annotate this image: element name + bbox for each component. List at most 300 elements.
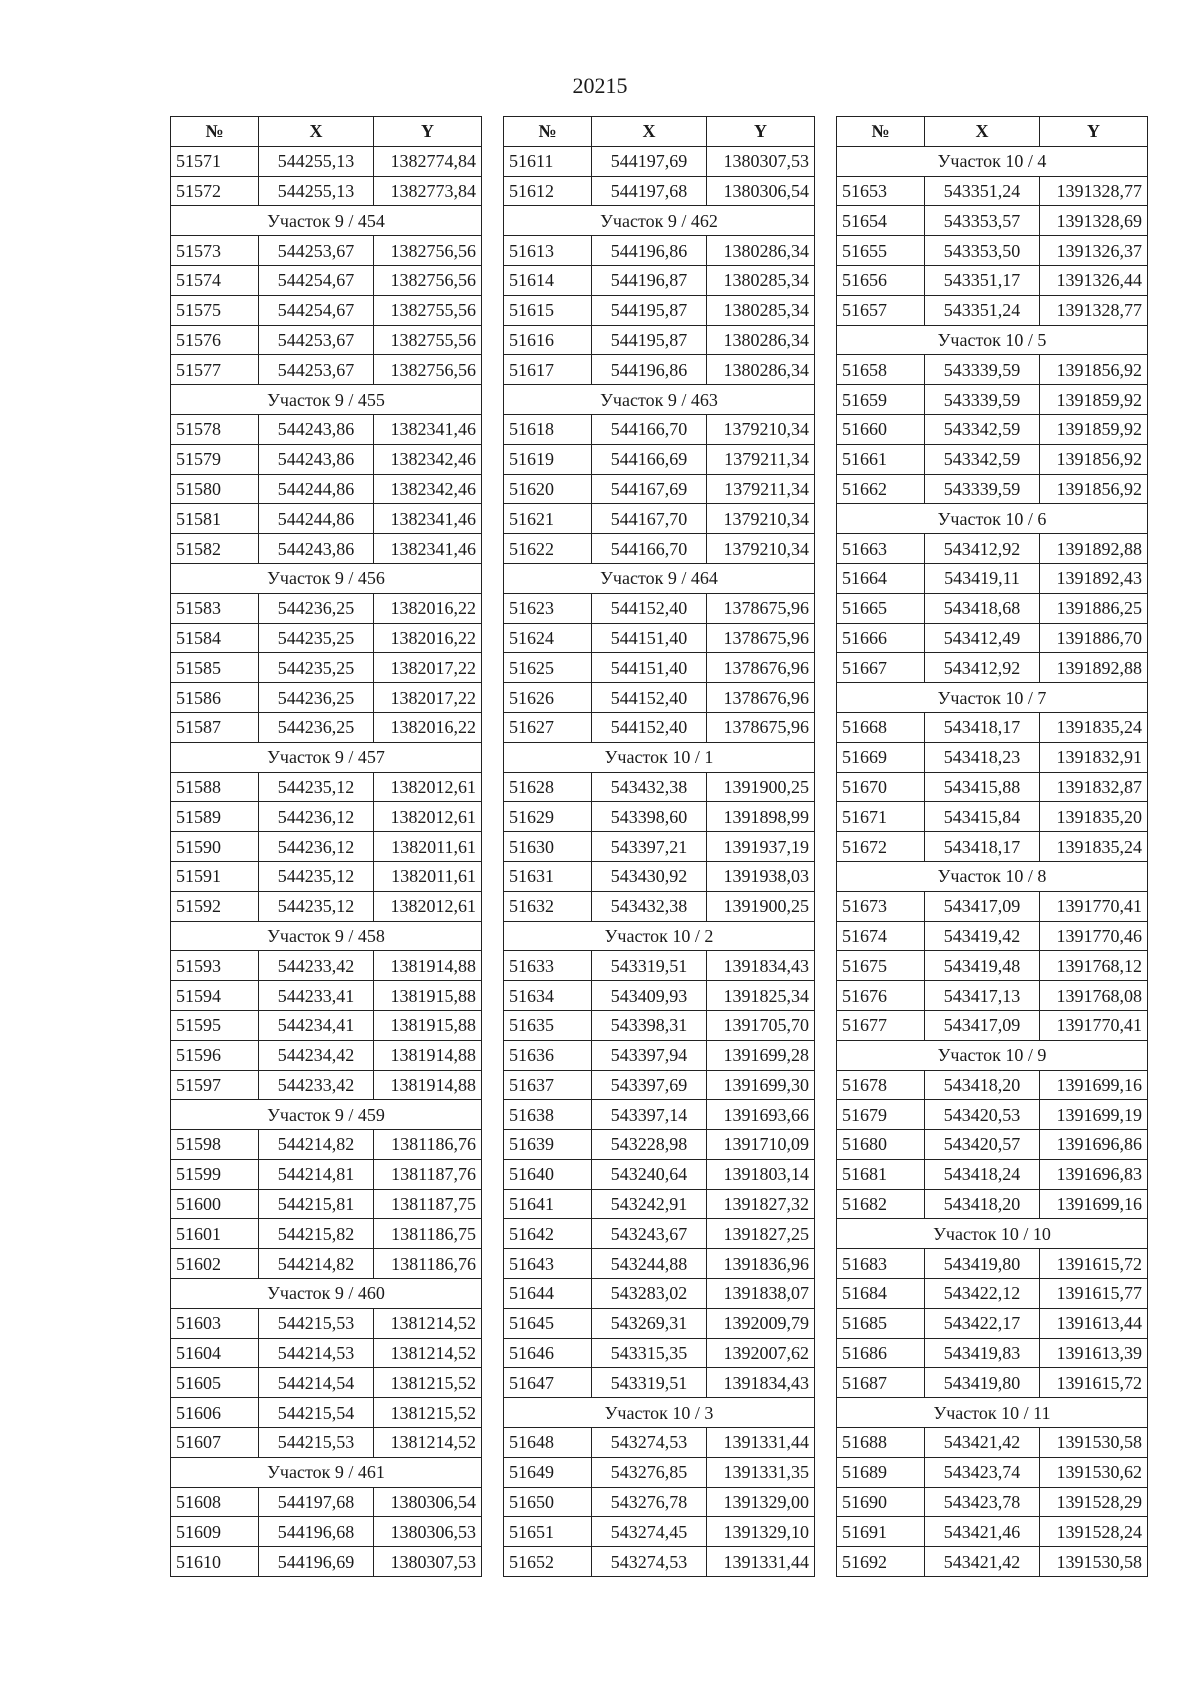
table-row: [504, 653, 815, 683]
point-number-cell: 51640: [504, 1159, 592, 1189]
point-number-cell: 51598: [171, 1130, 259, 1160]
y-coordinate-cell: 1391937,19: [707, 832, 815, 862]
x-coordinate-cell: 543351,24: [925, 176, 1040, 206]
point-number-cell: 51604: [171, 1338, 259, 1368]
table-row: [504, 1428, 815, 1458]
x-coordinate-cell: 543342,59: [925, 414, 1040, 444]
table-row: [504, 1308, 815, 1338]
section-title: Участок 10 / 11: [837, 1398, 1148, 1428]
y-coordinate-cell: 1380286,34: [707, 236, 815, 266]
x-coordinate-cell: 543418,24: [925, 1159, 1040, 1189]
table-row: [171, 355, 482, 385]
point-number-cell: 51618: [504, 414, 592, 444]
y-coordinate-cell: 1380285,34: [707, 295, 815, 325]
point-number-cell: 51644: [504, 1279, 592, 1309]
x-coordinate-cell: 544244,86: [259, 474, 374, 504]
x-coordinate-cell: 544151,40: [592, 623, 707, 653]
y-coordinate-cell: 1391329,10: [707, 1517, 815, 1547]
point-number-cell: 51608: [171, 1487, 259, 1517]
y-coordinate-cell: 1381914,88: [374, 1040, 482, 1070]
point-number-cell: 51607: [171, 1428, 259, 1458]
y-coordinate-cell: 1391328,69: [1040, 206, 1148, 236]
table-row: [171, 1338, 482, 1368]
x-coordinate-cell: 544215,53: [259, 1428, 374, 1458]
table-row: [837, 1070, 1148, 1100]
point-number-cell: 51649: [504, 1457, 592, 1487]
x-coordinate-cell: 544166,70: [592, 534, 707, 564]
point-number-cell: 51636: [504, 1040, 592, 1070]
point-number-cell: 51595: [171, 1010, 259, 1040]
table-row: [171, 1547, 482, 1577]
table-row: [171, 295, 482, 325]
point-number-cell: 51645: [504, 1308, 592, 1338]
point-number-cell: 51669: [837, 742, 925, 772]
point-number-cell: 51624: [504, 623, 592, 653]
point-number-cell: 51613: [504, 236, 592, 266]
y-coordinate-cell: 1382017,22: [374, 683, 482, 713]
y-coordinate-cell: 1391770,46: [1040, 921, 1148, 951]
y-coordinate-cell: 1391696,86: [1040, 1130, 1148, 1160]
table-row: [171, 1070, 482, 1100]
point-number-cell: 51600: [171, 1189, 259, 1219]
section-row: [504, 385, 815, 415]
table-row: [171, 444, 482, 474]
y-coordinate-cell: 1381215,52: [374, 1398, 482, 1428]
y-coordinate-cell: 1382773,84: [374, 176, 482, 206]
y-coordinate-cell: 1391827,25: [707, 1219, 815, 1249]
section-title: Участок 10 / 2: [504, 921, 815, 951]
table-row: [837, 623, 1148, 653]
y-coordinate-cell: 1391835,20: [1040, 802, 1148, 832]
table-row: [171, 504, 482, 534]
x-coordinate-cell: 543412,92: [925, 534, 1040, 564]
y-coordinate-cell: 1379210,34: [707, 414, 815, 444]
table-row: [504, 146, 815, 176]
table-row: [837, 1487, 1148, 1517]
y-coordinate-cell: 1391892,88: [1040, 534, 1148, 564]
column-header-y: Y: [1040, 117, 1148, 147]
point-number-cell: 51663: [837, 534, 925, 564]
x-coordinate-cell: 543418,17: [925, 832, 1040, 862]
table-row: [837, 712, 1148, 742]
y-coordinate-cell: 1391825,34: [707, 981, 815, 1011]
point-number-cell: 51625: [504, 653, 592, 683]
y-coordinate-cell: 1391835,24: [1040, 832, 1148, 862]
table-row: [837, 1457, 1148, 1487]
point-number-cell: 51688: [837, 1428, 925, 1458]
x-coordinate-cell: 544236,25: [259, 683, 374, 713]
y-coordinate-cell: 1382756,56: [374, 355, 482, 385]
section-row: [504, 563, 815, 593]
table-row: [837, 802, 1148, 832]
table-row: [171, 772, 482, 802]
table-row: [504, 1249, 815, 1279]
table-row: [171, 1308, 482, 1338]
coordinate-table-left: [170, 116, 482, 1577]
x-coordinate-cell: 543419,80: [925, 1249, 1040, 1279]
x-coordinate-cell: 544243,86: [259, 534, 374, 564]
x-coordinate-cell: 543421,42: [925, 1428, 1040, 1458]
y-coordinate-cell: 1381186,75: [374, 1219, 482, 1249]
x-coordinate-cell: 543419,11: [925, 563, 1040, 593]
x-coordinate-cell: 543276,78: [592, 1487, 707, 1517]
point-number-cell: 51583: [171, 593, 259, 623]
y-coordinate-cell: 1382342,46: [374, 444, 482, 474]
point-number-cell: 51677: [837, 1010, 925, 1040]
y-coordinate-cell: 1391331,44: [707, 1547, 815, 1577]
section-row: [171, 921, 482, 951]
x-coordinate-cell: 543419,48: [925, 951, 1040, 981]
point-number-cell: 51656: [837, 265, 925, 295]
table-row: [837, 385, 1148, 415]
x-coordinate-cell: 543409,93: [592, 981, 707, 1011]
x-coordinate-cell: 544214,54: [259, 1368, 374, 1398]
table-row: [837, 1100, 1148, 1130]
point-number-cell: 51660: [837, 414, 925, 444]
x-coordinate-cell: 544235,25: [259, 623, 374, 653]
x-coordinate-cell: 544166,70: [592, 414, 707, 444]
section-title: Участок 9 / 458: [171, 921, 482, 951]
point-number-cell: 51672: [837, 832, 925, 862]
point-number-cell: 51601: [171, 1219, 259, 1249]
point-number-cell: 51668: [837, 712, 925, 742]
y-coordinate-cell: 1381214,52: [374, 1338, 482, 1368]
x-coordinate-cell: 544196,87: [592, 265, 707, 295]
x-coordinate-cell: 543417,09: [925, 1010, 1040, 1040]
section-row: [171, 1279, 482, 1309]
point-number-cell: 51617: [504, 355, 592, 385]
x-coordinate-cell: 544196,86: [592, 236, 707, 266]
table-row: [504, 593, 815, 623]
table-row: [504, 891, 815, 921]
table-row: [171, 146, 482, 176]
y-coordinate-cell: 1382341,46: [374, 504, 482, 534]
point-number-cell: 51635: [504, 1010, 592, 1040]
y-coordinate-cell: 1391613,44: [1040, 1308, 1148, 1338]
table-row: [171, 534, 482, 564]
point-number-cell: 51591: [171, 861, 259, 891]
table-row: [171, 236, 482, 266]
section-title: Участок 10 / 5: [837, 325, 1148, 355]
point-number-cell: 51681: [837, 1159, 925, 1189]
table-row: [504, 534, 815, 564]
x-coordinate-cell: 544196,68: [259, 1517, 374, 1547]
x-coordinate-cell: 543243,67: [592, 1219, 707, 1249]
y-coordinate-cell: 1378676,96: [707, 653, 815, 683]
point-number-cell: 51622: [504, 534, 592, 564]
table-row: [837, 1338, 1148, 1368]
y-coordinate-cell: 1391856,92: [1040, 474, 1148, 504]
x-coordinate-cell: 544235,25: [259, 653, 374, 683]
x-coordinate-cell: 544215,53: [259, 1308, 374, 1338]
table-row: [837, 891, 1148, 921]
table-row: [171, 832, 482, 862]
y-coordinate-cell: 1378675,96: [707, 593, 815, 623]
table-row: [171, 683, 482, 713]
x-coordinate-cell: 544196,86: [592, 355, 707, 385]
point-number-cell: 51627: [504, 712, 592, 742]
table-row: [504, 414, 815, 444]
table-row: [837, 414, 1148, 444]
x-coordinate-cell: 544152,40: [592, 683, 707, 713]
table-row: [837, 1010, 1148, 1040]
section-title: Участок 9 / 463: [504, 385, 815, 415]
x-coordinate-cell: 544235,12: [259, 861, 374, 891]
section-row: [837, 146, 1148, 176]
y-coordinate-cell: 1381215,52: [374, 1368, 482, 1398]
x-coordinate-cell: 543351,24: [925, 295, 1040, 325]
table-body: [504, 146, 815, 1576]
column-header-x: X: [925, 117, 1040, 147]
section-row: [171, 742, 482, 772]
table-row: [504, 832, 815, 862]
table-row: [171, 1428, 482, 1458]
point-number-cell: 51626: [504, 683, 592, 713]
table-row: [171, 1368, 482, 1398]
y-coordinate-cell: 1391770,41: [1040, 891, 1148, 921]
x-coordinate-cell: 544197,68: [259, 1487, 374, 1517]
table-row: [837, 236, 1148, 266]
point-number-cell: 51606: [171, 1398, 259, 1428]
y-coordinate-cell: 1382012,61: [374, 891, 482, 921]
y-coordinate-cell: 1391696,83: [1040, 1159, 1148, 1189]
point-number-cell: 51623: [504, 593, 592, 623]
table-row: [504, 1338, 815, 1368]
point-number-cell: 51573: [171, 236, 259, 266]
point-number-cell: 51582: [171, 534, 259, 564]
point-number-cell: 51599: [171, 1159, 259, 1189]
table-header-row: [504, 117, 815, 147]
y-coordinate-cell: 1381187,76: [374, 1159, 482, 1189]
x-coordinate-cell: 543397,94: [592, 1040, 707, 1070]
point-number-cell: 51650: [504, 1487, 592, 1517]
y-coordinate-cell: 1391892,88: [1040, 653, 1148, 683]
y-coordinate-cell: 1378675,96: [707, 712, 815, 742]
table-row: [171, 891, 482, 921]
table-row: [171, 861, 482, 891]
y-coordinate-cell: 1391886,70: [1040, 623, 1148, 653]
section-row: [837, 1398, 1148, 1428]
table-row: [171, 176, 482, 206]
x-coordinate-cell: 543353,50: [925, 236, 1040, 266]
y-coordinate-cell: 1391530,62: [1040, 1457, 1148, 1487]
point-number-cell: 51574: [171, 265, 259, 295]
y-coordinate-cell: 1391770,41: [1040, 1010, 1148, 1040]
y-coordinate-cell: 1391900,25: [707, 772, 815, 802]
table-row: [837, 534, 1148, 564]
y-coordinate-cell: 1391856,92: [1040, 444, 1148, 474]
y-coordinate-cell: 1391892,43: [1040, 563, 1148, 593]
point-number-cell: 51639: [504, 1130, 592, 1160]
x-coordinate-cell: 544152,40: [592, 593, 707, 623]
x-coordinate-cell: 543339,59: [925, 474, 1040, 504]
x-coordinate-cell: 543423,78: [925, 1487, 1040, 1517]
table-row: [504, 295, 815, 325]
table-row: [504, 444, 815, 474]
x-coordinate-cell: 544215,81: [259, 1189, 374, 1219]
table-row: [504, 1279, 815, 1309]
x-coordinate-cell: 544214,82: [259, 1249, 374, 1279]
y-coordinate-cell: 1391699,19: [1040, 1100, 1148, 1130]
y-coordinate-cell: 1391613,39: [1040, 1338, 1148, 1368]
x-coordinate-cell: 543398,60: [592, 802, 707, 832]
table-row: [171, 951, 482, 981]
table-row: [837, 1249, 1148, 1279]
y-coordinate-cell: 1391699,30: [707, 1070, 815, 1100]
x-coordinate-cell: 544253,67: [259, 236, 374, 266]
point-number-cell: 51632: [504, 891, 592, 921]
table-row: [504, 236, 815, 266]
x-coordinate-cell: 543412,49: [925, 623, 1040, 653]
section-title: Участок 9 / 464: [504, 563, 815, 593]
table-row: [837, 1308, 1148, 1338]
point-number-cell: 51594: [171, 981, 259, 1011]
y-coordinate-cell: 1382756,56: [374, 265, 482, 295]
x-coordinate-cell: 543397,69: [592, 1070, 707, 1100]
page-number: 20215: [572, 73, 628, 98]
point-number-cell: 51590: [171, 832, 259, 862]
y-coordinate-cell: 1391615,77: [1040, 1279, 1148, 1309]
x-coordinate-cell: 543228,98: [592, 1130, 707, 1160]
x-coordinate-cell: 543420,53: [925, 1100, 1040, 1130]
x-coordinate-cell: 544215,54: [259, 1398, 374, 1428]
y-coordinate-cell: 1391705,70: [707, 1010, 815, 1040]
table-row: [837, 206, 1148, 236]
table-row: [504, 1457, 815, 1487]
x-coordinate-cell: 543419,80: [925, 1368, 1040, 1398]
table-row: [837, 1547, 1148, 1577]
y-coordinate-cell: 1382341,46: [374, 414, 482, 444]
point-number-cell: 51602: [171, 1249, 259, 1279]
point-number-cell: 51684: [837, 1279, 925, 1309]
coordinate-table-middle: [503, 116, 815, 1577]
table-header-row: [837, 117, 1148, 147]
x-coordinate-cell: 543319,51: [592, 951, 707, 981]
x-coordinate-cell: 544233,41: [259, 981, 374, 1011]
table-row: [171, 1040, 482, 1070]
section-title: Участок 9 / 460: [171, 1279, 482, 1309]
y-coordinate-cell: 1391898,99: [707, 802, 815, 832]
table-row: [171, 653, 482, 683]
table-row: [837, 1130, 1148, 1160]
point-number-cell: 51673: [837, 891, 925, 921]
point-number-cell: 51597: [171, 1070, 259, 1100]
point-number-cell: 51621: [504, 504, 592, 534]
y-coordinate-cell: 1382012,61: [374, 802, 482, 832]
section-title: Участок 9 / 454: [171, 206, 482, 236]
table-row: [504, 1040, 815, 1070]
section-title: Участок 9 / 462: [504, 206, 815, 236]
point-number-cell: 51588: [171, 772, 259, 802]
point-number-cell: 51605: [171, 1368, 259, 1398]
table-row: [837, 176, 1148, 206]
x-coordinate-cell: 543432,38: [592, 772, 707, 802]
y-coordinate-cell: 1382755,56: [374, 295, 482, 325]
x-coordinate-cell: 543422,12: [925, 1279, 1040, 1309]
x-coordinate-cell: 544255,13: [259, 146, 374, 176]
table-row: [837, 295, 1148, 325]
y-coordinate-cell: 1382342,46: [374, 474, 482, 504]
table-row: [504, 504, 815, 534]
table-row: [504, 772, 815, 802]
x-coordinate-cell: 543417,09: [925, 891, 1040, 921]
section-title: Участок 9 / 457: [171, 742, 482, 772]
x-coordinate-cell: 544233,42: [259, 1070, 374, 1100]
column-header-x: X: [259, 117, 374, 147]
x-coordinate-cell: 543432,38: [592, 891, 707, 921]
table-row: [171, 712, 482, 742]
y-coordinate-cell: 1391329,00: [707, 1487, 815, 1517]
point-number-cell: 51576: [171, 325, 259, 355]
point-number-cell: 51641: [504, 1189, 592, 1219]
section-row: [171, 385, 482, 415]
x-coordinate-cell: 544197,68: [592, 176, 707, 206]
point-number-cell: 51647: [504, 1368, 592, 1398]
y-coordinate-cell: 1380306,53: [374, 1517, 482, 1547]
y-coordinate-cell: 1391528,24: [1040, 1517, 1148, 1547]
y-coordinate-cell: 1391834,43: [707, 951, 815, 981]
point-number-cell: 51646: [504, 1338, 592, 1368]
section-row: [504, 742, 815, 772]
y-coordinate-cell: 1391615,72: [1040, 1368, 1148, 1398]
point-number-cell: 51652: [504, 1547, 592, 1577]
section-row: [171, 206, 482, 236]
table-row: [837, 563, 1148, 593]
table-row: [837, 1279, 1148, 1309]
point-number-cell: 51615: [504, 295, 592, 325]
section-row: [837, 1219, 1148, 1249]
column-header-y: Y: [374, 117, 482, 147]
point-number-cell: 51609: [171, 1517, 259, 1547]
section-title: Участок 10 / 6: [837, 504, 1148, 534]
table-row: [171, 265, 482, 295]
y-coordinate-cell: 1391768,08: [1040, 981, 1148, 1011]
point-number-cell: 51687: [837, 1368, 925, 1398]
table-row: [837, 742, 1148, 772]
x-coordinate-cell: 544243,86: [259, 444, 374, 474]
y-coordinate-cell: 1382012,61: [374, 772, 482, 802]
y-coordinate-cell: 1378675,96: [707, 623, 815, 653]
table-row: [504, 1010, 815, 1040]
y-coordinate-cell: 1380307,53: [707, 146, 815, 176]
x-coordinate-cell: 543242,91: [592, 1189, 707, 1219]
point-number-cell: 51678: [837, 1070, 925, 1100]
table-row: [504, 474, 815, 504]
x-coordinate-cell: 544234,42: [259, 1040, 374, 1070]
point-number-cell: 51610: [171, 1547, 259, 1577]
y-coordinate-cell: 1380285,34: [707, 265, 815, 295]
point-number-cell: 51612: [504, 176, 592, 206]
table-row: [171, 1249, 482, 1279]
section-title: Участок 10 / 10: [837, 1219, 1148, 1249]
point-number-cell: 51653: [837, 176, 925, 206]
x-coordinate-cell: 544235,12: [259, 891, 374, 921]
x-coordinate-cell: 544215,82: [259, 1219, 374, 1249]
x-coordinate-cell: 543274,45: [592, 1517, 707, 1547]
x-coordinate-cell: 544255,13: [259, 176, 374, 206]
section-title: Участок 9 / 455: [171, 385, 482, 415]
section-row: [504, 921, 815, 951]
x-coordinate-cell: 543240,64: [592, 1159, 707, 1189]
y-coordinate-cell: 1391938,03: [707, 861, 815, 891]
table-row: [171, 1130, 482, 1160]
point-number-cell: 51689: [837, 1457, 925, 1487]
point-number-cell: 51611: [504, 146, 592, 176]
x-coordinate-cell: 544167,70: [592, 504, 707, 534]
table-row: [504, 951, 815, 981]
y-coordinate-cell: 1391835,24: [1040, 712, 1148, 742]
x-coordinate-cell: 543269,31: [592, 1308, 707, 1338]
